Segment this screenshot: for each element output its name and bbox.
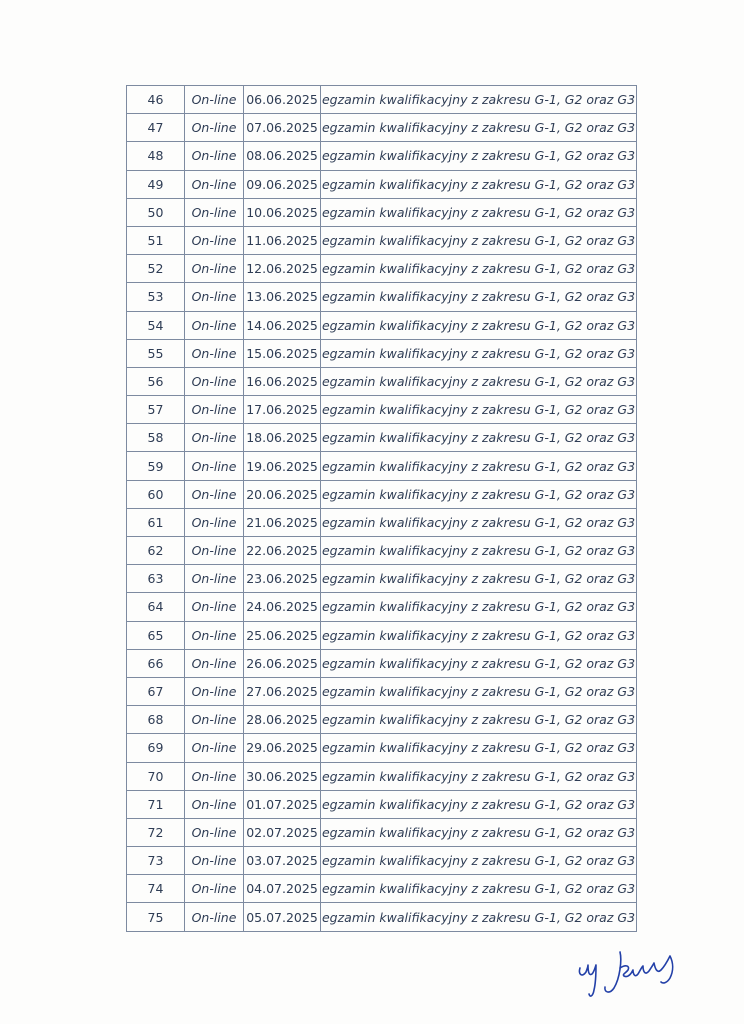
exam-description-cell: egzamin kwalifikacyjny z zakresu G-1, G2 oraz G3 [321,367,637,395]
table-row [127,903,637,931]
row-number-cell: 59 [127,452,185,480]
row-number-cell: 60 [127,480,185,508]
table-row [127,621,637,649]
exam-date-cell: 22.06.2025 [244,537,321,565]
exam-description-cell: egzamin kwalifikacyjny z zakresu G-1, G2 oraz G3 [321,790,637,818]
exam-description-cell: egzamin kwalifikacyjny z zakresu G-1, G2 oraz G3 [321,508,637,536]
row-number-cell: 47 [127,114,185,142]
table-row [127,762,637,790]
exam-mode-cell: On-line [185,255,244,283]
table-row [127,396,637,424]
handwritten-signature [574,938,694,1010]
row-number-cell: 74 [127,875,185,903]
exam-mode-cell: On-line [185,762,244,790]
exam-date-cell: 13.06.2025 [244,283,321,311]
row-number-cell: 63 [127,565,185,593]
table-row [127,114,637,142]
exam-date-cell: 30.06.2025 [244,762,321,790]
exam-mode-cell: On-line [185,706,244,734]
exam-date-cell: 09.06.2025 [244,170,321,198]
exam-date-cell: 04.07.2025 [244,875,321,903]
exam-description-cell: egzamin kwalifikacyjny z zakresu G-1, G2 oraz G3 [321,480,637,508]
row-number-cell: 67 [127,677,185,705]
exam-mode-cell: On-line [185,593,244,621]
row-number-cell: 64 [127,593,185,621]
exam-date-cell: 24.06.2025 [244,593,321,621]
table-row [127,198,637,226]
row-number-cell: 70 [127,762,185,790]
table-row [127,311,637,339]
exam-description-cell: egzamin kwalifikacyjny z zakresu G-1, G2 oraz G3 [321,311,637,339]
exam-date-cell: 01.07.2025 [244,790,321,818]
exam-description-cell: egzamin kwalifikacyjny z zakresu G-1, G2 oraz G3 [321,142,637,170]
exam-date-cell: 21.06.2025 [244,508,321,536]
exam-date-cell: 23.06.2025 [244,565,321,593]
table-row [127,452,637,480]
exam-description-cell: egzamin kwalifikacyjny z zakresu G-1, G2 oraz G3 [321,114,637,142]
table-row [127,86,637,114]
table-row [127,565,637,593]
exam-mode-cell: On-line [185,508,244,536]
row-number-cell: 58 [127,424,185,452]
table-row [127,367,637,395]
exam-date-cell: 28.06.2025 [244,706,321,734]
exam-description-cell: egzamin kwalifikacyjny z zakresu G-1, G2 oraz G3 [321,424,637,452]
exam-mode-cell: On-line [185,86,244,114]
table-row [127,818,637,846]
exam-date-cell: 07.06.2025 [244,114,321,142]
row-number-cell: 71 [127,790,185,818]
exam-date-cell: 14.06.2025 [244,311,321,339]
row-number-cell: 54 [127,311,185,339]
exam-date-cell: 10.06.2025 [244,198,321,226]
table-row [127,339,637,367]
exam-mode-cell: On-line [185,452,244,480]
exam-date-cell: 05.07.2025 [244,903,321,931]
row-number-cell: 49 [127,170,185,198]
row-number-cell: 72 [127,818,185,846]
row-number-cell: 66 [127,649,185,677]
table-row [127,226,637,254]
exam-mode-cell: On-line [185,537,244,565]
exam-date-cell: 17.06.2025 [244,396,321,424]
exam-description-cell: egzamin kwalifikacyjny z zakresu G-1, G2 oraz G3 [321,677,637,705]
exam-mode-cell: On-line [185,734,244,762]
row-number-cell: 52 [127,255,185,283]
exam-mode-cell: On-line [185,649,244,677]
exam-description-cell: egzamin kwalifikacyjny z zakresu G-1, G2 oraz G3 [321,537,637,565]
exam-description-cell: egzamin kwalifikacyjny z zakresu G-1, G2 oraz G3 [321,649,637,677]
exam-mode-cell: On-line [185,198,244,226]
exam-description-cell: egzamin kwalifikacyjny z zakresu G-1, G2 oraz G3 [321,706,637,734]
exam-mode-cell: On-line [185,621,244,649]
exam-mode-cell: On-line [185,847,244,875]
exam-mode-cell: On-line [185,142,244,170]
table-row [127,677,637,705]
exam-description-cell: egzamin kwalifikacyjny z zakresu G-1, G2 oraz G3 [321,452,637,480]
exam-date-cell: 20.06.2025 [244,480,321,508]
exam-mode-cell: On-line [185,677,244,705]
exam-date-cell: 19.06.2025 [244,452,321,480]
exam-mode-cell: On-line [185,226,244,254]
exam-description-cell: egzamin kwalifikacyjny z zakresu G-1, G2 oraz G3 [321,396,637,424]
exam-mode-cell: On-line [185,170,244,198]
table-row [127,875,637,903]
exam-mode-cell: On-line [185,114,244,142]
exam-mode-cell: On-line [185,875,244,903]
exam-mode-cell: On-line [185,311,244,339]
exam-description-cell: egzamin kwalifikacyjny z zakresu G-1, G2 oraz G3 [321,847,637,875]
exam-mode-cell: On-line [185,480,244,508]
exam-date-cell: 26.06.2025 [244,649,321,677]
table-row [127,170,637,198]
row-number-cell: 57 [127,396,185,424]
table-row [127,255,637,283]
exam-description-cell: egzamin kwalifikacyjny z zakresu G-1, G2 oraz G3 [321,818,637,846]
exam-mode-cell: On-line [185,565,244,593]
exam-description-cell: egzamin kwalifikacyjny z zakresu G-1, G2 oraz G3 [321,903,637,931]
exam-description-cell: egzamin kwalifikacyjny z zakresu G-1, G2 oraz G3 [321,565,637,593]
exam-description-cell: egzamin kwalifikacyjny z zakresu G-1, G2 oraz G3 [321,255,637,283]
table-row [127,424,637,452]
exam-date-cell: 25.06.2025 [244,621,321,649]
exam-date-cell: 16.06.2025 [244,367,321,395]
table-row [127,508,637,536]
row-number-cell: 55 [127,339,185,367]
row-number-cell: 53 [127,283,185,311]
schedule-table-body [127,86,637,932]
exam-schedule-table [126,85,637,932]
exam-date-cell: 27.06.2025 [244,677,321,705]
exam-description-cell: egzamin kwalifikacyjny z zakresu G-1, G2 oraz G3 [321,170,637,198]
exam-date-cell: 08.06.2025 [244,142,321,170]
row-number-cell: 46 [127,86,185,114]
exam-description-cell: egzamin kwalifikacyjny z zakresu G-1, G2 oraz G3 [321,226,637,254]
exam-date-cell: 18.06.2025 [244,424,321,452]
exam-description-cell: egzamin kwalifikacyjny z zakresu G-1, G2 oraz G3 [321,283,637,311]
exam-date-cell: 02.07.2025 [244,818,321,846]
exam-description-cell: egzamin kwalifikacyjny z zakresu G-1, G2 oraz G3 [321,339,637,367]
exam-mode-cell: On-line [185,367,244,395]
exam-description-cell: egzamin kwalifikacyjny z zakresu G-1, G2 oraz G3 [321,875,637,903]
row-number-cell: 51 [127,226,185,254]
row-number-cell: 65 [127,621,185,649]
exam-date-cell: 06.06.2025 [244,86,321,114]
row-number-cell: 50 [127,198,185,226]
row-number-cell: 69 [127,734,185,762]
table-row [127,537,637,565]
row-number-cell: 68 [127,706,185,734]
row-number-cell: 48 [127,142,185,170]
row-number-cell: 73 [127,847,185,875]
exam-description-cell: egzamin kwalifikacyjny z zakresu G-1, G2 oraz G3 [321,621,637,649]
row-number-cell: 56 [127,367,185,395]
exam-date-cell: 11.06.2025 [244,226,321,254]
table-row [127,142,637,170]
table-row [127,593,637,621]
table-row [127,706,637,734]
exam-mode-cell: On-line [185,283,244,311]
exam-description-cell: egzamin kwalifikacyjny z zakresu G-1, G2 oraz G3 [321,734,637,762]
exam-mode-cell: On-line [185,790,244,818]
exam-date-cell: 12.06.2025 [244,255,321,283]
exam-mode-cell: On-line [185,396,244,424]
table-row [127,734,637,762]
table-row [127,649,637,677]
exam-mode-cell: On-line [185,818,244,846]
exam-description-cell: egzamin kwalifikacyjny z zakresu G-1, G2 oraz G3 [321,86,637,114]
exam-mode-cell: On-line [185,903,244,931]
exam-date-cell: 15.06.2025 [244,339,321,367]
row-number-cell: 61 [127,508,185,536]
exam-description-cell: egzamin kwalifikacyjny z zakresu G-1, G2 oraz G3 [321,593,637,621]
row-number-cell: 62 [127,537,185,565]
exam-date-cell: 03.07.2025 [244,847,321,875]
exam-description-cell: egzamin kwalifikacyjny z zakresu G-1, G2 oraz G3 [321,762,637,790]
exam-mode-cell: On-line [185,339,244,367]
exam-date-cell: 29.06.2025 [244,734,321,762]
exam-mode-cell: On-line [185,424,244,452]
row-number-cell: 75 [127,903,185,931]
table-row [127,790,637,818]
table-row [127,283,637,311]
table-row [127,480,637,508]
exam-description-cell: egzamin kwalifikacyjny z zakresu G-1, G2 oraz G3 [321,198,637,226]
table-row [127,847,637,875]
